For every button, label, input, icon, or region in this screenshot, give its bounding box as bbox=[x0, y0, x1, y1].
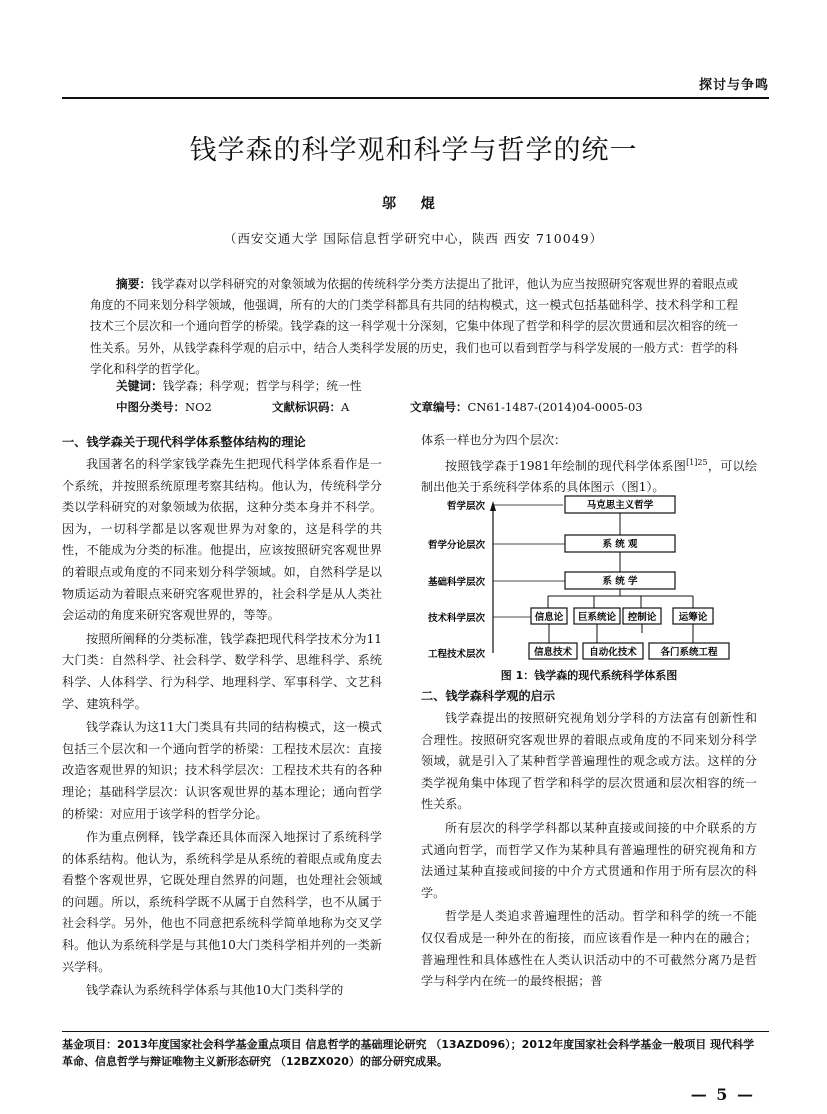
keywords-text: 钱学森；科学观；哲学与科学；统一性 bbox=[162, 379, 362, 393]
paragraph: 按照钱学森于1981年绘制的现代科学体系图$^{[1]25}$，可以绘制出他关于系统科学体系的具体图示（图1）。 bbox=[421, 457, 757, 495]
tech-science-label: 运筹论 bbox=[678, 612, 708, 623]
paragraph: 所有层次的科学学科都以某种直接或间接的中介联系的方式通向哲学，而哲学又作为某种具有普遍理性的研究视角和方法通过某种直接或间接的中介方式贯通和作用于所有层次的科学。 bbox=[421, 820, 757, 900]
article-no-value: CN61-1487-(2014)04-0005-03 bbox=[467, 400, 643, 414]
paragraph: 体系一样也分为四个层次： bbox=[421, 433, 567, 447]
keywords-label: 关键词： bbox=[116, 379, 163, 393]
paragraph: 钱学森认为系统科学体系与其他10大门类科学的 bbox=[86, 983, 344, 998]
doc-code-field bbox=[272, 399, 349, 415]
body-right-column-top bbox=[421, 430, 757, 499]
level-label: 工程技术层次 bbox=[427, 649, 485, 660]
keywords-line bbox=[116, 378, 361, 394]
level-label: 基础科学层次 bbox=[427, 577, 485, 588]
engineering-label: 自动化技术 bbox=[589, 647, 637, 658]
header-rule bbox=[62, 97, 769, 99]
paragraph: 按照所阐释的分类标准，钱学森把现代科学技术分为11大门类：自然科学、社会科学、数学科学、思维科学、系统科学、人体科学、行为科学、地理科学、军事科学、文艺科学、建筑科学。 bbox=[62, 631, 382, 711]
level-label: 哲学层次 bbox=[446, 501, 485, 512]
level-label: 技术科学层次 bbox=[427, 613, 485, 624]
page-number: — 5 — bbox=[690, 1085, 755, 1104]
funding-footnote: 基金项目：2013年度国家社会科学基金重点项目 信息哲学的基础理论研究 （13AZD096）；2012年度国家社会科学基金一般项目 现代科学革命、信息哲学与辩证唯物主义新形态研究 （12BZX020）的部分研究成果。 bbox=[62, 1038, 755, 1068]
paragraph: 作为重点例释，钱学森还具体而深入地探讨了系统科学的体系结构。他认为，系统科学是从系统的着眼点或角度去看整个客观世界，它既处理自然界的问题，也处理社会领域的问题。所以，系统科学既不从属于自然科学，也不从属于社会科学。另外，他也不同意把系统科学简单地称为交叉学科。他认为系统科学是与其他10大门类科学相并列的一类新兴学科。 bbox=[62, 830, 382, 974]
clc-label: 中图分类号： bbox=[116, 400, 185, 414]
philosophy-box-label: 马克思主义哲学 bbox=[586, 500, 654, 511]
author-affiliation: （西安交通大学 国际信息哲学研究中心，陕西 西安 710049） bbox=[223, 231, 604, 246]
tech-science-label: 巨系统论 bbox=[577, 612, 617, 623]
clc-field bbox=[116, 399, 212, 415]
body-right-column-bottom bbox=[421, 684, 757, 993]
paragraph: 钱学森提出的按照研究视角划分学科的方法富有创新性和合理性。按照研究客观世界的着眼点或角度的不同来划分科学领域，就是引入了某种哲学普遍理性的观念或方法。这样的分类学视角集中体现了哲学和科学的层次贯通和层次相容的统一性关系。 bbox=[421, 711, 757, 812]
paragraph: 哲学是人类追求普遍理性的活动。哲学和科学的统一不能仅仅看成是一种外在的衔接，而应该看作是一种内在的融合；普遍理性和具体感性在人类认识活动中的不可截然分离乃是哲学与科学内在统一的最终根据；普 bbox=[421, 909, 757, 989]
clc-value: NO2 bbox=[185, 400, 212, 414]
doc-code-value: A bbox=[341, 400, 350, 414]
doc-code-label: 文献标识码： bbox=[272, 400, 341, 414]
abstract-text: 钱学森对以学科研究的对象领域为依据的传统科学分类方法提出了批评，他认为应当按照研究客观世界的着眼点或角度的不同来划分科学领域，他强调，所有的大的门类学科都具有共同的结构模式，这一模式包括基础科学、技术科学和工程技术三个层次和一个通向哲学的桥梁。钱学森的这一科学观十分深刻，它集中体现了哲学和科学的层次贯通和层次相容的统一性关系。另外，从钱学森科学观的启示中，结合人类科学发展的历史，我们也可以看到哲学与科学发展的一般方式：哲学的科学化和科学的哲学化。 bbox=[90, 277, 738, 376]
axis-arrow-icon bbox=[490, 501, 496, 511]
article-author: 邬 焜 bbox=[382, 196, 445, 212]
systematics-label: 系 统 学 bbox=[602, 576, 638, 587]
tech-science-label: 信息论 bbox=[534, 612, 564, 623]
tech-science-label: 控制论 bbox=[627, 612, 657, 623]
article-no-label: 文章编号： bbox=[410, 400, 468, 414]
abstract-block bbox=[90, 274, 738, 380]
paragraph: 我国著名的科学家钱学森先生把现代科学体系看作是一个系统，并按照系统原理考察其结构。他认为，传统科学分类以学科研究的对象领域为依据，这种分类本身并不科学。因为，一切科学都是以客观世界为对象的，这是科学的共性，不能成为分类的标准。他提出，应该按照研究客观世界的着眼点或角度的不同来划分科学领域。如，自然科学是以物质运动为着眼点来研究客观世界的，社会科学是从人类社会运动的角度来研究客观世界的，等等。 bbox=[62, 457, 382, 623]
article-no-field bbox=[410, 399, 643, 415]
paragraph: 钱学森认为这11大门类具有共同的结构模式，这一模式包括三个层次和一个通向哲学的桥梁：工程技术层次：直接改造客观世界的知识；技术科学层次：工程技术共有的各种理论；基础科学层次：认识客观世界的基本理论；通向哲学的桥梁：对应用于该学科的哲学分论。 bbox=[62, 720, 382, 821]
engineering-label: 信息技术 bbox=[533, 647, 573, 658]
footnote-rule bbox=[62, 1031, 769, 1032]
system-science-diagram bbox=[427, 493, 733, 663]
engineering-label: 各门系统工程 bbox=[660, 647, 718, 658]
body-left-column bbox=[62, 430, 382, 1002]
section-tag: 探讨与争鸣 bbox=[698, 78, 769, 93]
article-title: 钱学森的科学观和科学与哲学的统一 bbox=[189, 135, 638, 166]
section-heading-2: 二、钱学森科学观的启示 bbox=[421, 689, 556, 703]
figure-caption: 图 1：钱学森的现代系统科学体系图 bbox=[500, 669, 678, 682]
section-heading-1: 一、钱学森关于现代科学体系整体结构的理论 bbox=[62, 435, 306, 449]
systems-view-label: 系 统 观 bbox=[602, 539, 638, 550]
abstract-label: 摘要： bbox=[116, 277, 152, 291]
citation-ref: [1]25 bbox=[686, 457, 708, 467]
level-label: 哲学分论层次 bbox=[427, 540, 485, 551]
